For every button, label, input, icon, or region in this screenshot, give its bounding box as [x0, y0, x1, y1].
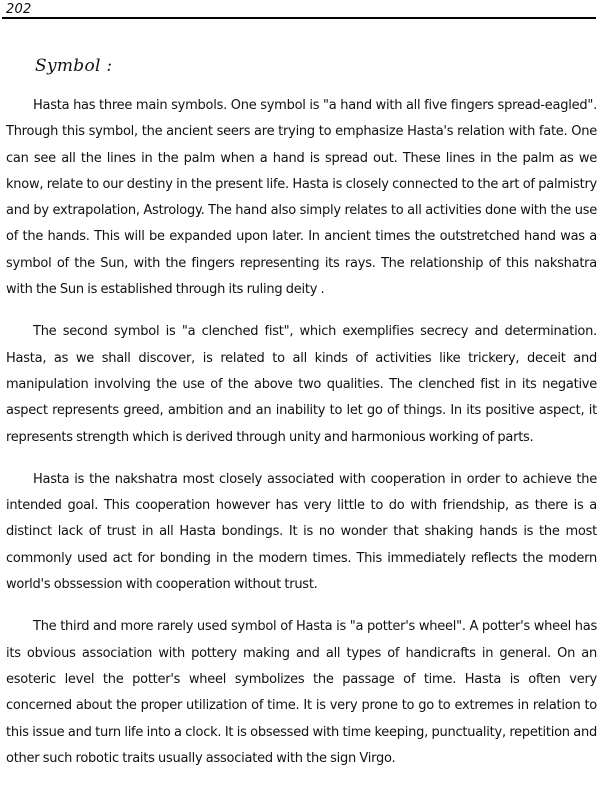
body-text	[6, 93, 597, 788]
section-heading: Symbol :	[35, 56, 113, 76]
paragraph-cooperation: Hasta is the nakshatra most closely associated with cooperation in order to achieve the intended goal. This cooperation however has very little to do with friendship, as there is a distinct lack of trust in all Hasta bondings. It is no wonder that shaking hands is the most commonly used act for bonding in the modern times. This immediately reflects the modern world's obssession with cooperation without trust.	[6, 471, 597, 593]
paragraph-symbol-hand: Hasta has three main symbols. One symbol is "a hand with all five fingers spread-eagled". Through this symbol, the ancient seers are trying to emphasize Hasta's relation with fate. One can see all the lines in the palm when a hand is spread out. These lines in the palm as we know, relate to our destiny in the present life. Hasta is closely connected to the art of palmistry and by extrapolation, Astrology. The hand also simply relates to all activities done with the use of the hands. This will be expanded upon later. In ancient times the outstretched hand was a symbol of the Sun, with the fingers representing its rays. The relationship of this nakshatra with the Sun is established through its ruling deity .	[6, 98, 597, 298]
paragraph-symbol-fist: The second symbol is "a clenched fist", which exemplifies secrecy and determination. Hasta, as we shall discover, is related to all kinds of activities like trickery, deceit and manipulation involving the use of the above two qualities. The clenched fist in its negative aspect represents greed, ambition and an inability to let go of things. In its positive aspect, it represents strength which is derived through unity and harmonious working of parts.	[6, 324, 597, 445]
paragraph-symbol-potters-wheel: The third and more rarely used symbol of Hasta is "a potter's wheel". A potter's wheel has its obvious association with pottery making and all types of handicrafts in general. On an esoteric level the potter's wheel symbolizes the passage of time. Hasta is often very concerned about the proper utilization of time. It is very prone to go to extremes in relation to this issue and turn life into a clock. It is obsessed with time keeping, punctuality, repetition and other such robotic traits usually associated with the sign Virgo.	[6, 619, 597, 766]
header-rule	[2, 17, 596, 19]
page-number: 202	[6, 2, 32, 17]
